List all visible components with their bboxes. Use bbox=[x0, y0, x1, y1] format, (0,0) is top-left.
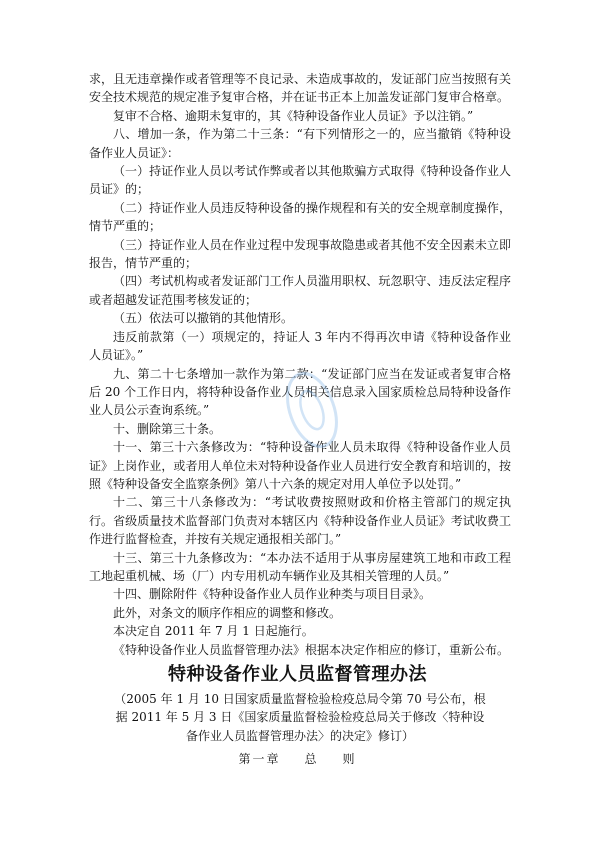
paragraph-1: 复审不合格、逾期未复审的，其《特种设备作业人员证》予以注销。” bbox=[113, 108, 474, 123]
paragraph-15: 此外，对条文的顺序作相应的调整和修改。 bbox=[113, 605, 342, 620]
chapter-heading bbox=[0, 750, 595, 767]
paragraph-12: 十二、第三十八条修改为：“考试收费按照财政和价格主管部门的规定执行。省级质量技术监督部门负责对本辖区内《特种设备作业人员证》考试收费工作进行监督检查，并按有关规定通报相关部门。” bbox=[89, 495, 511, 547]
paragraph-9: 九、第二十七条增加一款作为第二款：“发证部门应当在发证或者复审合格后 20 个工作日内，将特种设备作业人员相关信息录入国家质检总局特种设备作业人员公示查询系统。” bbox=[89, 366, 511, 418]
paragraph-11: 十一、第三十六条修改为：“特种设备作业人员未取得《特种设备作业人员证》上岗作业，或者用人单位未对特种设备作业人员进行安全教育和培训的，按照《特种设备安全监察条例》第八十六条的规定对用人单位予以处罚。” bbox=[89, 440, 511, 491]
paragraph-4: （二）持证作业人员违反特种设备的操作规程和有关的安全规章制度操作，情节严重的； bbox=[89, 200, 511, 234]
body-text bbox=[89, 70, 511, 659]
paragraph-13: 十三、第三十九条修改为：“本办法不适用于从事房屋建筑工地和市政工程工地起重机械、场（厂）内专用机动车辆作业及其相关管理的人员。” bbox=[89, 550, 511, 583]
paragraph-3: （一）持证作业人员以考试作弊或者以其他欺骗方式取得《特种设备作业人员证》的； bbox=[89, 164, 511, 197]
paragraph-17: 《特种设备作业人员监督管理办法》根据本决定作相应的修订，重新公布。 bbox=[113, 642, 510, 657]
document-title: 特种设备作业人员监督管理办法 bbox=[168, 664, 427, 685]
paragraph-2: 八、增加一条，作为第二十三条：“有下列情形之一的，应当撤销《特种设备作业人员证》： bbox=[89, 127, 511, 160]
chapter-number: 第一章 bbox=[238, 752, 281, 766]
paragraph-10: 十、删除第三十条。 bbox=[113, 421, 222, 436]
paragraph-16: 本决定自 2011 年 7 月 1 日起施行。 bbox=[113, 624, 314, 639]
paragraph-0: 求，且无违章操作或者管理等不良记录、未造成事故的，发证部门应当按照有关安全技术规范的规定准予复审合格，并在证书正本上加盖发证部门复审合格章。 bbox=[89, 72, 511, 105]
document-subtitle: （2005 年 1 月 10 日国家质量监督检验检疫总局令第 70 号公布，根据 2011 年 5 月 3 日《国家质量监督检验检疫总局关于修改〈特种设备作业人员监督管理办法〉的决定》修订） bbox=[114, 692, 486, 743]
chapter-name-part2: 则 bbox=[342, 752, 357, 766]
paragraph-6: （四）考试机构或者发证部门工作人员滥用职权、玩忽职守、违反法定程序或者超越发证范围考核发证的； bbox=[89, 274, 511, 307]
paragraph-8: 违反前款第（一）项规定的，持证人 3 年内不得再次申请《特种设备作业人员证》。” bbox=[89, 329, 511, 363]
paragraph-14: 十四、删除附件《特种设备作业人员作业种类与项目目录》。 bbox=[113, 587, 432, 602]
chapter-name-part1: 总 bbox=[304, 752, 319, 766]
paragraph-7: （五）依法可以撤销的其他情形。 bbox=[113, 311, 294, 326]
paragraph-5: （三）持证作业人员在作业过程中发现事故隐患或者其他不安全因素未立即报告，情节严重的； bbox=[89, 237, 511, 271]
